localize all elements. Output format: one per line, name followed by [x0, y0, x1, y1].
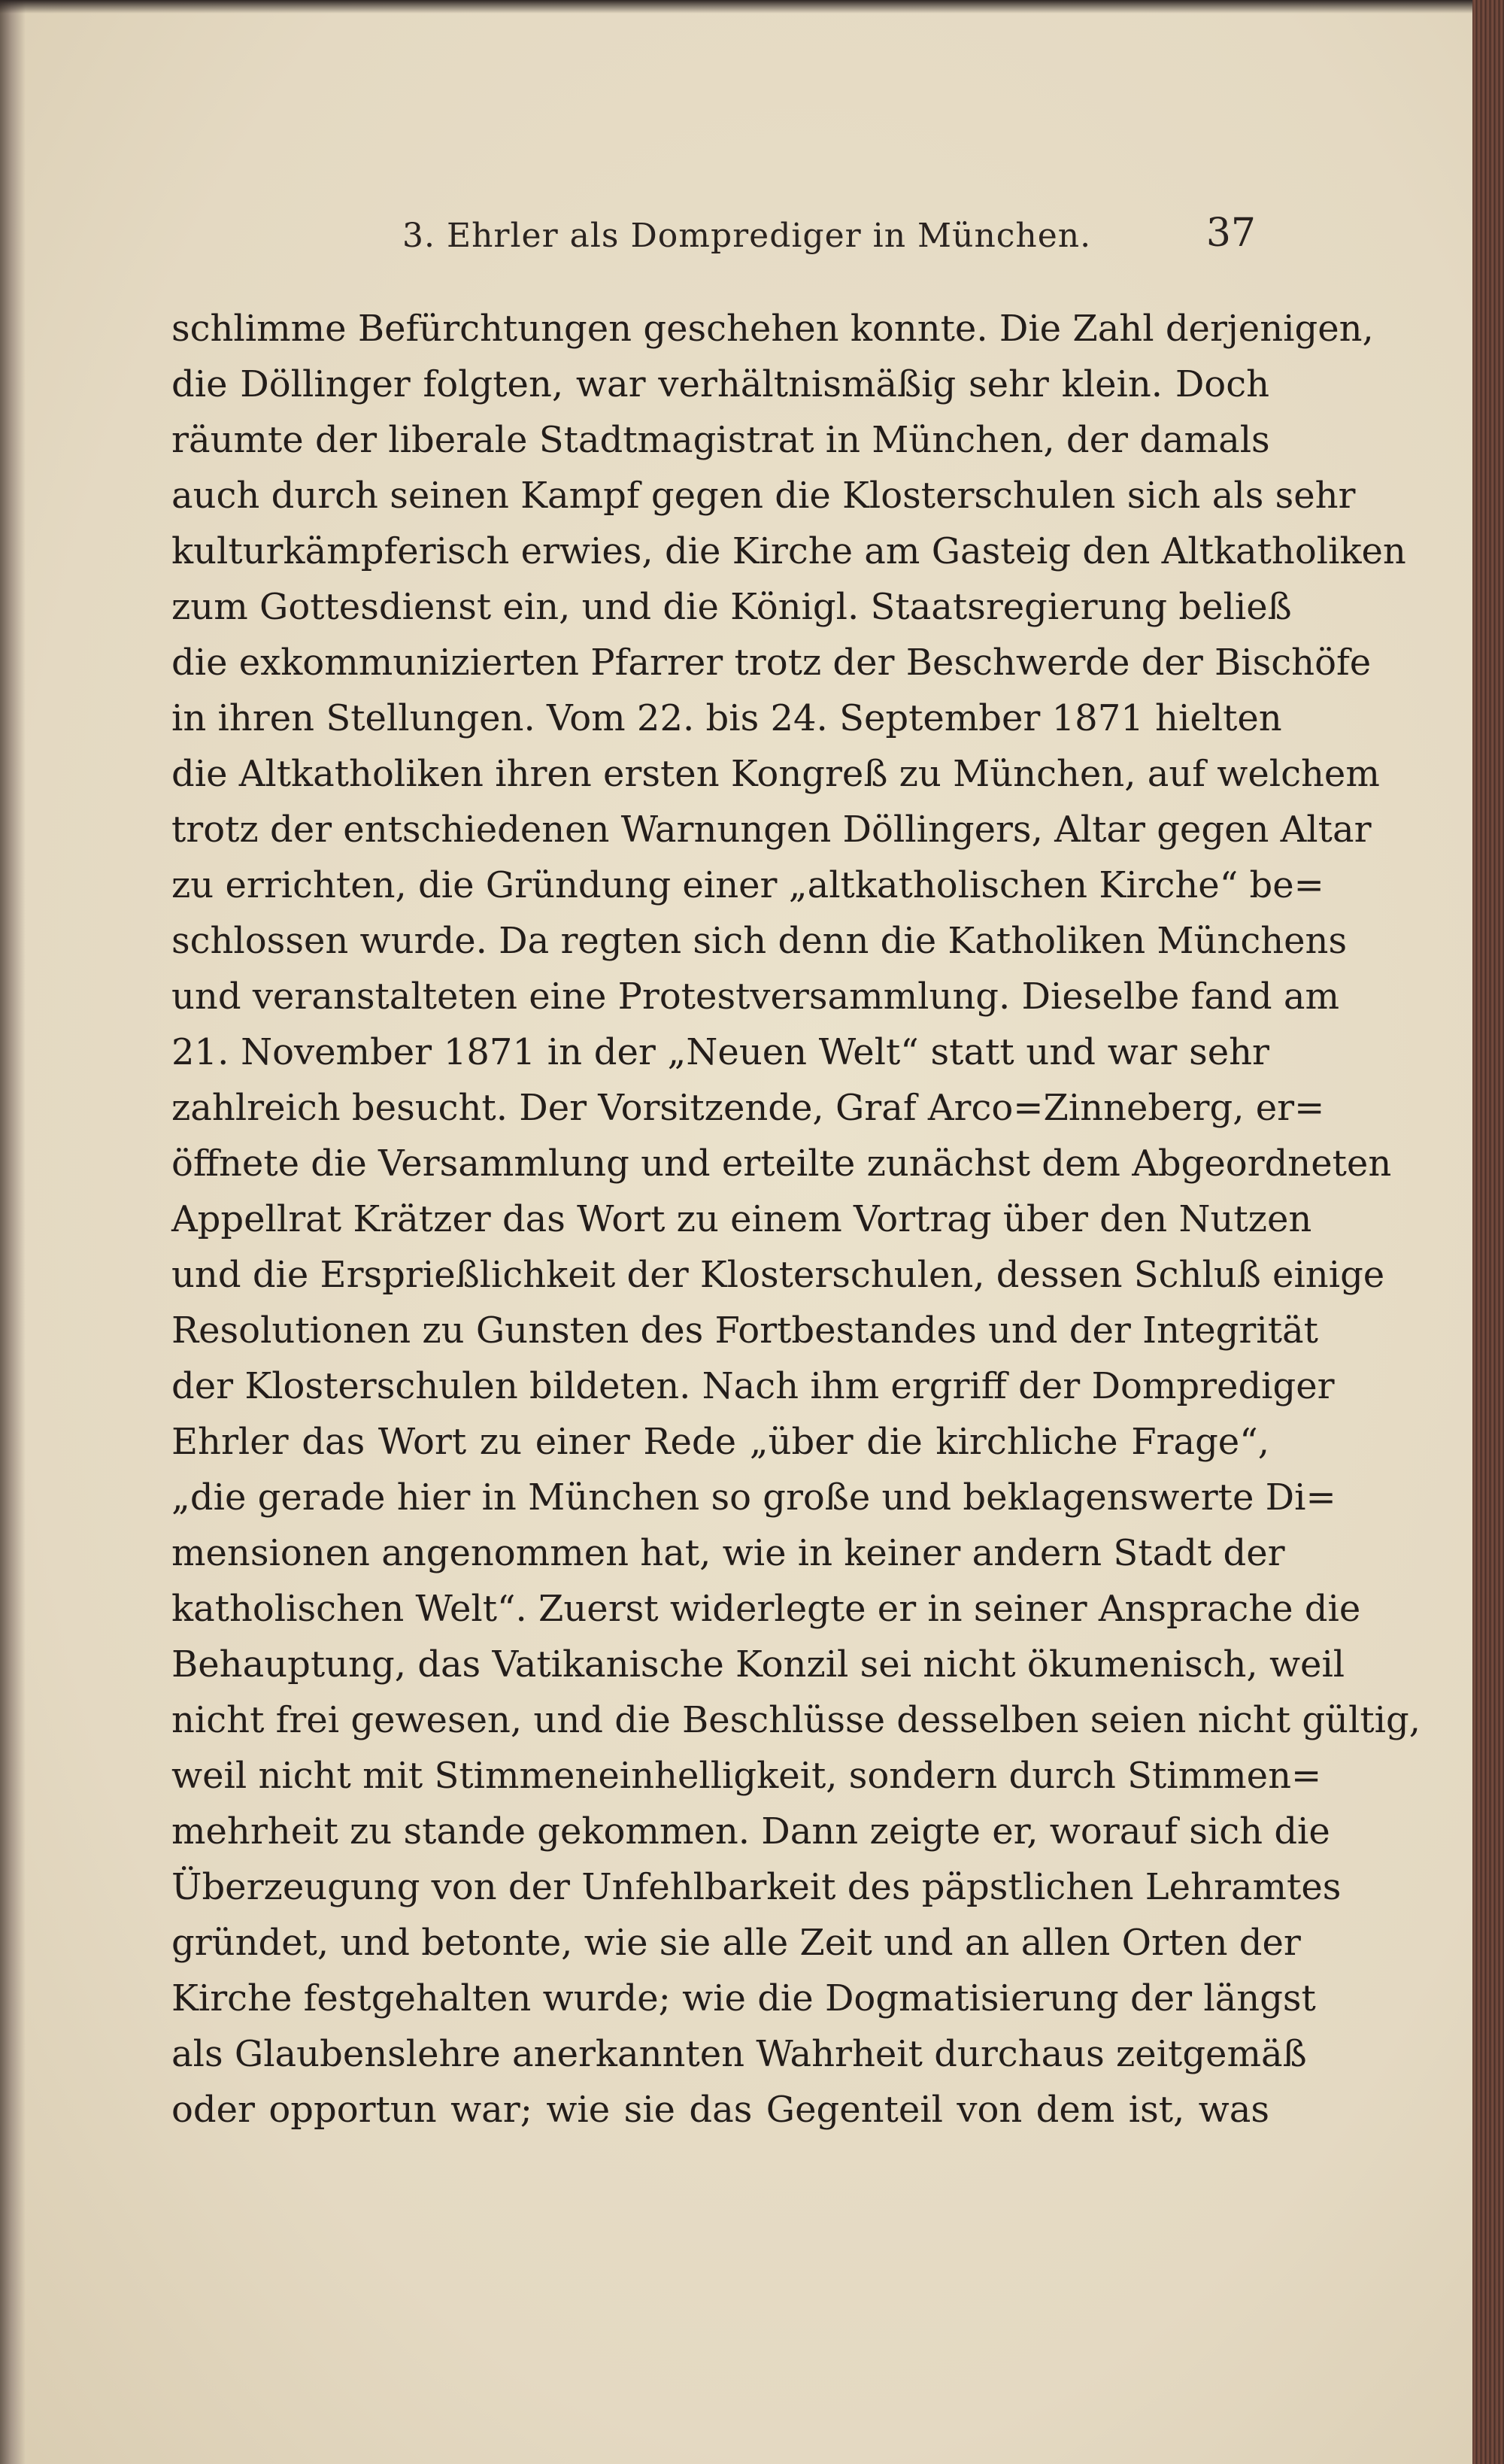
text-line: „die gerade hier in München so große und beklagenswerte Di= [171, 1476, 1336, 1519]
running-title: 3. Ehrler als Domprediger in München. [402, 217, 1092, 255]
text-line: öffnete die Versammlung und erteilte zunächst dem Abgeordneten [171, 1142, 1392, 1185]
text-line: katholischen Welt“. Zuerst widerlegte er in seiner Ansprache die [171, 1588, 1361, 1630]
text-line: schlimme Befürchtungen geschehen konnte. Die Zahl derjenigen, [171, 308, 1374, 350]
text-line: gründet, und betonte, wie sie alle Zeit und an allen Orten der [171, 1922, 1301, 1964]
text-line: und veranstalteten eine Protestversammlung. Dieselbe fand am [171, 976, 1339, 1018]
text-line: schlossen wurde. Da regten sich denn die Katholiken Münchens [171, 920, 1348, 962]
text-line: oder opportun war; wie sie das Gegenteil von dem ist, was [171, 2089, 1269, 2131]
text-line: zu errichten, die Gründung einer „altkatholischen Kirche“ be= [171, 864, 1324, 906]
text-line: kulturkämpferisch erwies, die Kirche am Gasteig den Altkatholiken [171, 530, 1406, 572]
page-header [173, 211, 1256, 277]
text-line: die Altkatholiken ihren ersten Kongreß zu München, auf welchem [171, 753, 1380, 795]
text-line: Überzeugung von der Unfehlbarkeit des päpstlichen Lehramtes [171, 1866, 1342, 1908]
text-line: mensionen angenommen hat, wie in keiner andern Stadt der [171, 1532, 1285, 1574]
page-number: 37 [1205, 211, 1256, 256]
spine-shadow [0, 0, 26, 2464]
text-line: zahlreich besucht. Der Vorsitzende, Graf Arco=Zinneberg, er= [171, 1087, 1325, 1129]
text-line: der Klosterschulen bildeten. Nach ihm ergriff der Domprediger [171, 1365, 1335, 1407]
text-line: weil nicht mit Stimmeneinhelligkeit, sondern durch Stimmen= [171, 1755, 1322, 1797]
text-line: als Glaubenslehre anerkannten Wahrheit durchaus zeitgemäß [171, 2033, 1307, 2075]
text-line: in ihren Stellungen. Vom 22. bis 24. September 1871 hielten [171, 697, 1282, 739]
text-line: nicht frei gewesen, und die Beschlüsse desselben seien nicht gültig, [171, 1699, 1421, 1741]
text-line: Kirche festgehalten wurde; wie die Dogmatisierung der längst [171, 1977, 1316, 2019]
text-line: Behauptung, das Vatikanische Konzil sei nicht ökumenisch, weil [171, 1643, 1345, 1686]
text-line: trotz der entschiedenen Warnungen Döllingers, Altar gegen Altar [171, 809, 1372, 851]
text-line: 21. November 1871 in der „Neuen Welt“ statt und war sehr [171, 1031, 1269, 1073]
text-line: mehrheit zu stande gekommen. Dann zeigte er, worauf sich die [171, 1810, 1330, 1853]
text-line: die exkommunizierten Pfarrer trotz der Beschwerde der Bischöfe [171, 642, 1372, 684]
text-line: und die Ersprießlichkeit der Klosterschulen, dessen Schluß einige [171, 1254, 1385, 1296]
text-line: Resolutionen zu Gunsten des Fortbestandes und der Integrität [171, 1309, 1318, 1352]
text-line: Appellrat Krätzer das Wort zu einem Vortrag über den Nutzen [171, 1198, 1312, 1240]
text-line: die Döllinger folgten, war verhältnismäßig sehr klein. Doch [171, 363, 1269, 405]
body-text [171, 301, 1421, 2138]
text-line: auch durch seinen Kampf gegen die Klosterschulen sich als sehr [171, 475, 1356, 517]
page-top-edge [0, 0, 1472, 14]
text-line: zum Gottesdienst ein, und die Königl. Staatsregierung beließ [171, 586, 1292, 628]
text-line: Ehrler das Wort zu einer Rede „über die kirchliche Frage“, [171, 1421, 1269, 1463]
text-line: räumte der liberale Stadtmagistrat in München, der damals [171, 419, 1270, 461]
page-block-edge [1472, 0, 1504, 2464]
